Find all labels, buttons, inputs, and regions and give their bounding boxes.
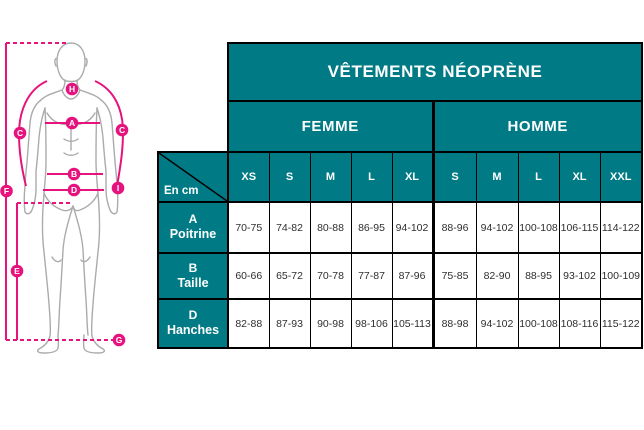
value-cell: 70-78 xyxy=(310,253,351,299)
value-cell: 100-108 xyxy=(518,299,559,348)
row-header-taille xyxy=(158,253,228,299)
marker-chest-icon xyxy=(66,117,79,130)
size-header-femme-m: M xyxy=(310,152,351,202)
row-header-poitrine xyxy=(158,202,228,253)
size-table xyxy=(157,42,643,349)
body-measurement-diagram xyxy=(0,0,155,430)
value-cell: 88-95 xyxy=(518,253,559,299)
svg-text:G: G xyxy=(115,335,123,345)
marker-arm-left-icon xyxy=(14,127,27,140)
size-header-femme-xs: XS xyxy=(228,152,269,202)
size-header-femme-xl: XL xyxy=(392,152,433,202)
marker-height-icon xyxy=(0,185,13,198)
marker-hips-icon xyxy=(68,184,81,197)
svg-text:C: C xyxy=(118,125,126,135)
unit-label: En cm xyxy=(164,185,199,197)
measure-label: Hanches xyxy=(166,323,220,338)
size-header-homme-xxl: XXL xyxy=(600,152,642,202)
size-header-femme-s: S xyxy=(269,152,310,202)
value-cell: 94-102 xyxy=(392,202,433,253)
size-header-homme-m: M xyxy=(476,152,518,202)
measure-label: Taille xyxy=(177,275,209,290)
svg-text:E: E xyxy=(14,266,20,276)
measure-letter: D xyxy=(188,308,198,323)
marker-inseam-icon xyxy=(11,265,24,278)
value-cell: 88-96 xyxy=(433,202,476,253)
value-cell: 100-108 xyxy=(518,202,559,253)
svg-text:I: I xyxy=(116,183,120,193)
svg-text:A: A xyxy=(68,118,76,128)
value-cell: 94-102 xyxy=(476,299,518,348)
table-title: VÊTEMENTS NÉOPRÈNE xyxy=(228,43,642,101)
marker-waist-icon xyxy=(68,168,81,181)
value-cell: 90-98 xyxy=(310,299,351,348)
value-cell: 114-122 xyxy=(600,202,642,253)
value-cell: 87-93 xyxy=(269,299,310,348)
group-header-homme: HOMME xyxy=(433,101,642,152)
svg-text:H: H xyxy=(68,84,76,94)
marker-wrist-icon xyxy=(112,182,125,195)
size-header-homme-s: S xyxy=(433,152,476,202)
svg-text:B: B xyxy=(70,169,78,179)
value-cell: 70-75 xyxy=(228,202,269,253)
svg-text:C: C xyxy=(16,128,24,138)
svg-text:F: F xyxy=(3,186,10,196)
size-header-homme-xl: XL xyxy=(559,152,600,202)
value-cell: 115-122 xyxy=(600,299,642,348)
value-cell: 86-95 xyxy=(351,202,392,253)
value-cell: 82-90 xyxy=(476,253,518,299)
value-cell: 108-116 xyxy=(559,299,600,348)
value-cell: 105-113 xyxy=(392,299,433,348)
value-cell: 88-98 xyxy=(433,299,476,348)
measure-letter: A xyxy=(188,212,198,227)
svg-text:D: D xyxy=(70,185,78,195)
measure-label: Poitrine xyxy=(169,227,217,242)
unit-cell xyxy=(158,152,228,202)
marker-floor-icon xyxy=(113,334,126,347)
value-cell: 60-66 xyxy=(228,253,269,299)
value-cell: 74-82 xyxy=(269,202,310,253)
value-cell: 94-102 xyxy=(476,202,518,253)
value-cell: 80-88 xyxy=(310,202,351,253)
value-cell: 106-115 xyxy=(559,202,600,253)
table-spacer xyxy=(158,43,228,152)
value-cell: 100-109 xyxy=(600,253,642,299)
value-cell: 75-85 xyxy=(433,253,476,299)
row-header-hanches xyxy=(158,299,228,348)
value-cell: 87-96 xyxy=(392,253,433,299)
value-cell: 93-102 xyxy=(559,253,600,299)
value-cell: 98-106 xyxy=(351,299,392,348)
group-header-femme: FEMME xyxy=(228,101,433,152)
value-cell: 82-88 xyxy=(228,299,269,348)
size-header-femme-l: L xyxy=(351,152,392,202)
marker-neck-icon xyxy=(66,83,79,96)
value-cell: 65-72 xyxy=(269,253,310,299)
value-cell: 77-87 xyxy=(351,253,392,299)
marker-arm-right-icon xyxy=(116,124,129,137)
measure-letter: B xyxy=(188,260,198,275)
size-header-homme-l: L xyxy=(518,152,559,202)
